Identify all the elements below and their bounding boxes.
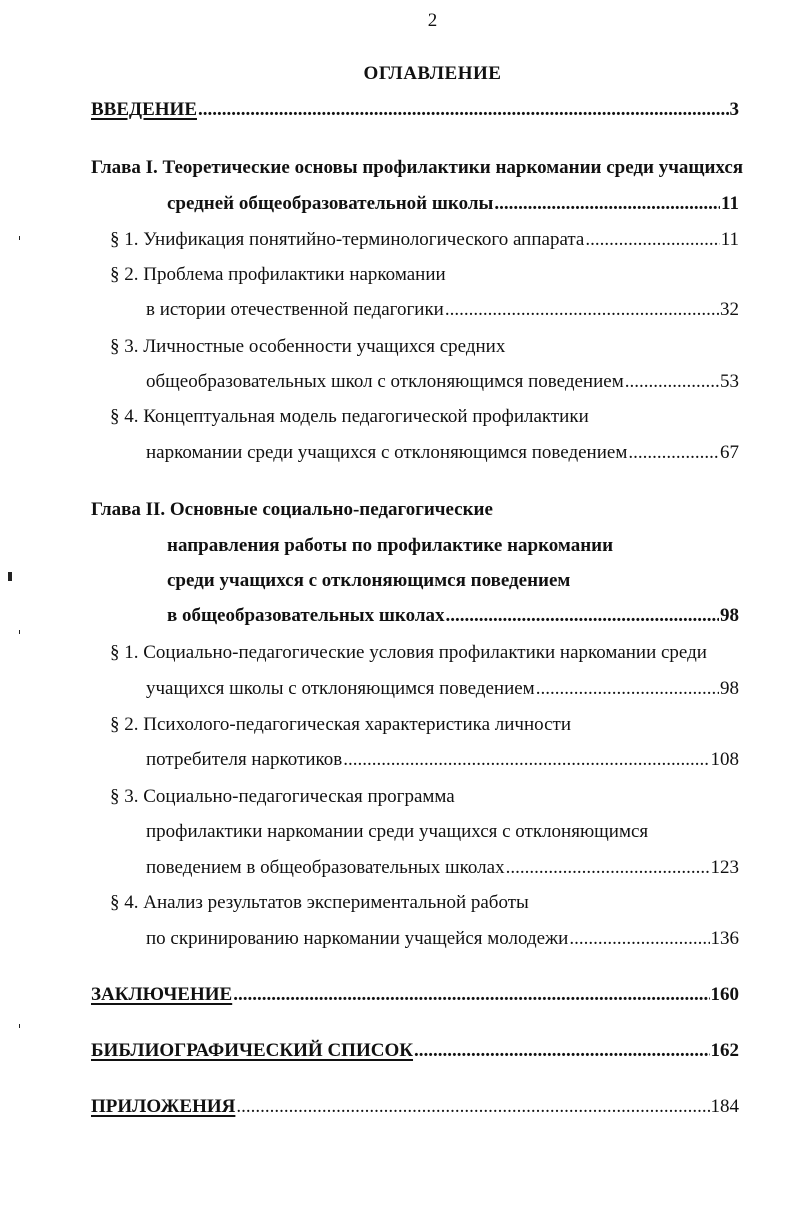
entry-label: ПРИЛОЖЕНИЯ <box>91 1096 236 1117</box>
chapter-2-title-line-3[interactable]: среди учащихся с отклоняющимся поведением <box>167 570 571 591</box>
scan-speck <box>19 236 20 240</box>
entry-label: поведением в общеобразовательных школах <box>146 857 505 878</box>
chapter-1-title-line[interactable]: Глава I. Теоретические основы профилактики наркомании среди учащихся <box>91 157 744 178</box>
entry-page: 3 <box>729 99 739 120</box>
toc-title: ОГЛАВЛЕНИЕ <box>363 63 502 84</box>
toc-entry-introduction[interactable] <box>91 97 739 123</box>
scan-speck <box>19 1024 20 1028</box>
dot-leader <box>569 926 709 952</box>
toc-entry-bibliography[interactable] <box>91 1038 739 1064</box>
dot-leader <box>236 1094 709 1120</box>
entry-label: средней общеобразовательной школы <box>167 193 494 214</box>
ch2-sec2-title-line[interactable]: § 2. Психолого-педагогическая характеристика личности <box>110 714 572 735</box>
entry-label: ЗАКЛЮЧЕНИЕ <box>91 984 233 1005</box>
dot-leader <box>506 855 710 881</box>
entry-page: 108 <box>710 749 739 770</box>
entry-page: 162 <box>710 1040 739 1061</box>
entry-label: в истории отечественной педагогики <box>146 299 444 320</box>
toc-entry-appendices[interactable] <box>91 1094 739 1120</box>
toc-entry-ch2-sec2[interactable] <box>146 747 739 773</box>
dot-leader <box>198 97 729 123</box>
scan-speck <box>19 630 20 634</box>
entry-label: § 1. Унификация понятийно-терминологического аппарата <box>110 229 585 250</box>
ch2-sec3-title-line-1[interactable]: § 3. Социально-педагогическая программа <box>110 786 455 807</box>
toc-entry-ch2-sec1[interactable] <box>146 676 739 702</box>
dot-leader <box>446 603 719 629</box>
toc-entry-ch1-sec2[interactable] <box>146 297 739 323</box>
toc-entry-ch1-sec4[interactable] <box>146 440 739 466</box>
dot-leader <box>625 369 719 395</box>
dot-leader <box>445 297 719 323</box>
entry-label: ВВЕДЕНИЕ <box>91 99 197 120</box>
entry-page: 160 <box>710 984 739 1005</box>
toc-entry-chapter-2[interactable] <box>167 603 739 629</box>
entry-page: 136 <box>710 928 739 949</box>
chapter-2-title-line-2[interactable]: направления работы по профилактике наркомании <box>167 535 614 556</box>
entry-page: 67 <box>720 442 739 463</box>
toc-entry-ch1-sec3[interactable] <box>146 369 739 395</box>
entry-page: 53 <box>720 371 739 392</box>
dot-leader <box>494 191 720 217</box>
entry-page: 11 <box>720 229 739 250</box>
toc-entry-chapter-1[interactable] <box>167 191 739 217</box>
scan-speck <box>8 572 12 581</box>
ch2-sec4-title-line[interactable]: § 4. Анализ результатов экспериментальной работы <box>110 892 529 913</box>
ch1-sec3-title-line[interactable]: § 3. Личностные особенности учащихся средних <box>110 336 506 357</box>
entry-page: 98 <box>720 678 739 699</box>
dot-leader <box>343 747 709 773</box>
entry-page: 184 <box>710 1096 739 1117</box>
entry-label: наркомании среди учащихся с отклоняющимся поведением <box>146 442 628 463</box>
toc-entry-ch1-sec1[interactable] <box>110 227 739 253</box>
toc-entry-conclusion[interactable] <box>91 982 739 1008</box>
entry-page: 123 <box>710 857 739 878</box>
dot-leader <box>628 440 719 466</box>
entry-page: 32 <box>720 299 739 320</box>
ch2-sec1-title-line[interactable]: § 1. Социально-педагогические условия профилактики наркомании среди <box>110 642 707 663</box>
dot-leader <box>536 676 719 702</box>
ch1-sec4-title-line[interactable]: § 4. Концептуальная модель педагогической профилактики <box>110 406 589 427</box>
entry-label: общеобразовательных школ с отклоняющимся поведением <box>146 371 624 392</box>
dot-leader <box>585 227 719 253</box>
dot-leader <box>233 982 709 1008</box>
toc-entry-ch2-sec4[interactable] <box>146 926 739 952</box>
entry-label: по скринированию наркомании учащейся молодежи <box>146 928 569 949</box>
entry-label: БИБЛИОГРАФИЧЕСКИЙ СПИСОК <box>91 1040 414 1061</box>
entry-page: 98 <box>720 605 739 626</box>
entry-label: потребителя наркотиков <box>146 749 343 770</box>
entry-page: 11 <box>721 193 739 214</box>
ch2-sec3-title-line-2[interactable]: профилактики наркомании среди учащихся с отклоняющимся <box>146 821 649 842</box>
entry-label: в общеобразовательных школах <box>167 605 445 626</box>
page-number: 2 <box>427 10 438 31</box>
chapter-2-title-line-1[interactable]: Глава II. Основные социально-педагогические <box>91 499 493 520</box>
ch1-sec2-title-line[interactable]: § 2. Проблема профилактики наркомании <box>110 264 446 285</box>
entry-label: учащихся школы с отклоняющимся поведением <box>146 678 535 699</box>
dot-leader <box>414 1038 709 1064</box>
toc-entry-ch2-sec3[interactable] <box>146 855 739 881</box>
